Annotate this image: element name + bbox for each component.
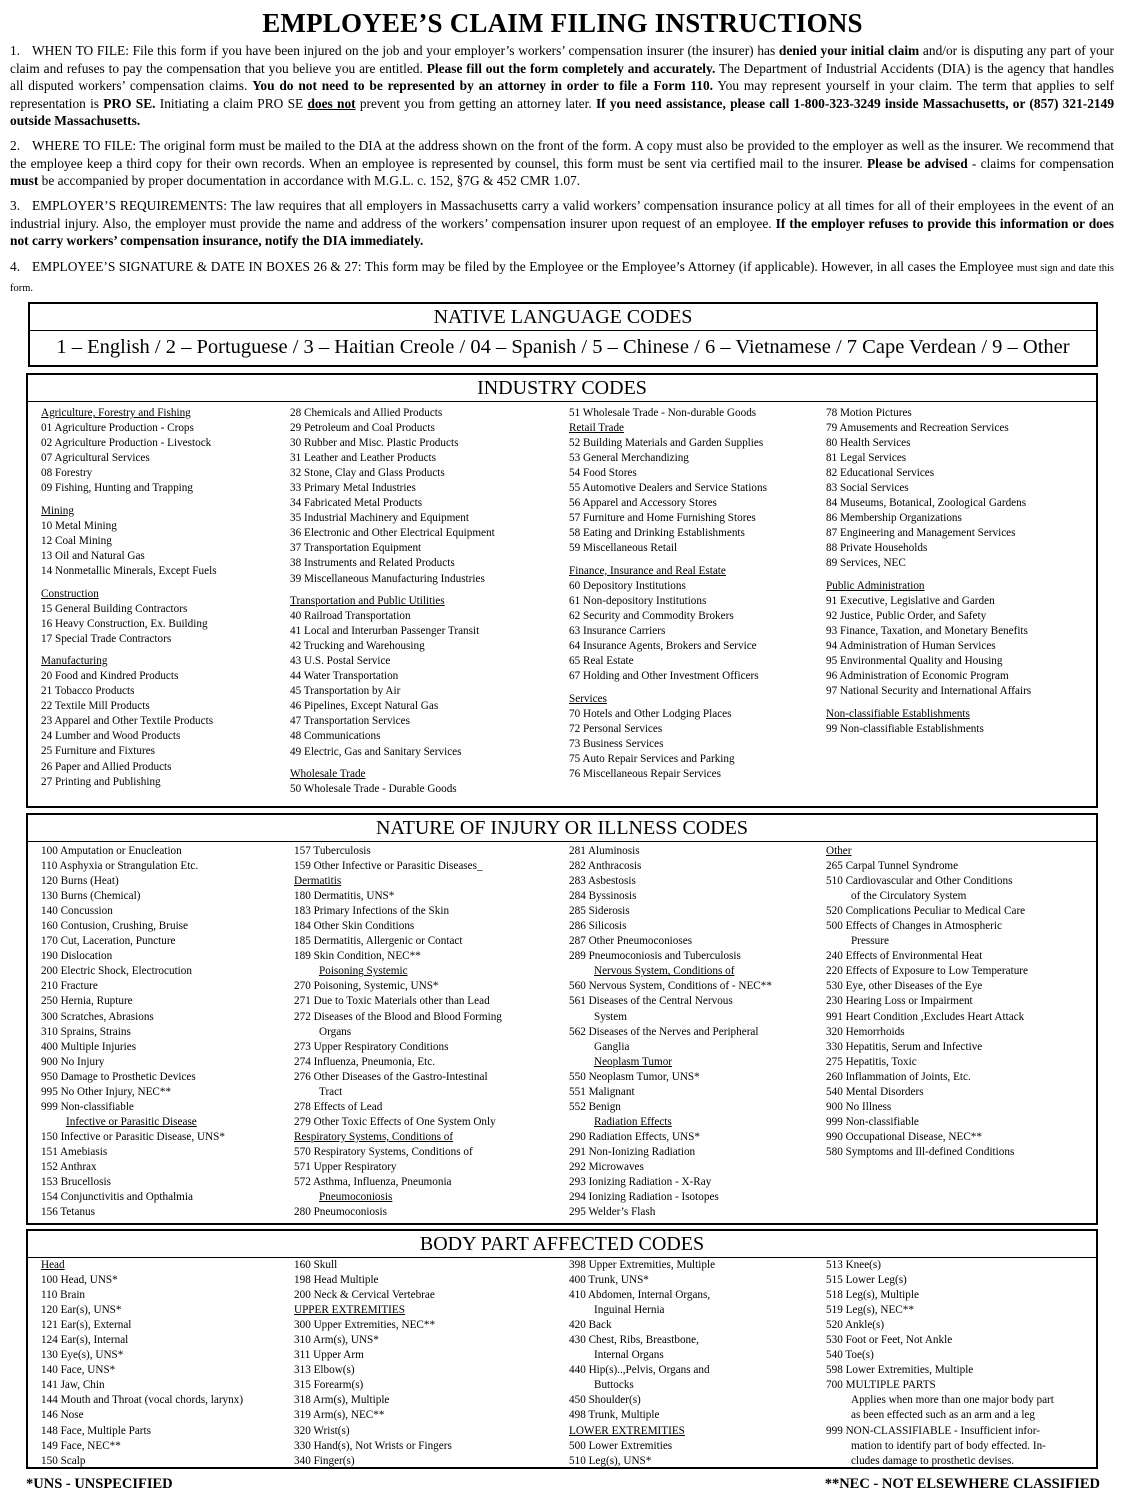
code-entry: 400 Multiple Injuries xyxy=(41,1040,137,1053)
code-entry: 140 Concussion xyxy=(41,905,113,918)
code-continuation: Inguinal Hernia xyxy=(594,1304,665,1317)
code-entry: 190 Dislocation xyxy=(41,950,113,963)
code-entry: 36 Electronic and Other Electrical Equipment xyxy=(290,527,495,540)
code-entry: 279 Other Toxic Effects of One System Only xyxy=(294,1115,496,1128)
spacer xyxy=(826,699,1031,707)
injury-column-2 xyxy=(294,844,502,1220)
code-entry: 519 Leg(s), NEC** xyxy=(826,1304,914,1317)
industry-codes-box xyxy=(26,373,1098,808)
code-continuation: Buttocks xyxy=(594,1379,634,1392)
code-entry: 29 Petroleum and Coal Products xyxy=(290,422,435,435)
code-entry: 420 Back xyxy=(569,1319,612,1332)
code-continuation: Organs xyxy=(319,1025,352,1038)
code-entry: 270 Poisoning, Systemic, UNS* xyxy=(294,980,439,993)
code-entry: 87 Engineering and Management Services xyxy=(826,527,1016,540)
code-entry: 32 Stone, Clay and Glass Products xyxy=(290,467,445,480)
code-entry: 61 Non-depository Institutions xyxy=(569,595,707,608)
code-entry: 24 Lumber and Wood Products xyxy=(41,730,181,743)
code-entry: 320 Hemorrhoids xyxy=(826,1025,905,1038)
code-entry: 21 Tobacco Products xyxy=(41,685,135,698)
code-entry: 275 Hepatitis, Toxic xyxy=(826,1055,917,1068)
code-entry: 01 Agriculture Production - Crops xyxy=(41,422,194,435)
code-entry: 25 Furniture and Fixtures xyxy=(41,745,156,758)
code-entry: 44 Water Transportation xyxy=(290,670,399,683)
code-entry: 10 Metal Mining xyxy=(41,519,117,532)
code-entry: 08 Forestry xyxy=(41,467,93,480)
code-entry: 518 Leg(s), Multiple xyxy=(826,1289,919,1302)
code-entry: 149 Face, NEC** xyxy=(41,1439,121,1452)
code-entry: 31 Leather and Leather Products xyxy=(290,452,437,465)
native-language-header: NATIVE LANGUAGE CODES xyxy=(30,304,1096,331)
code-entry: 49 Electric, Gas and Sanitary Services xyxy=(290,745,462,758)
code-entry: 110 Asphyxia or Strangulation Etc. xyxy=(41,860,199,873)
code-entry: 500 Lower Extremities xyxy=(569,1439,673,1452)
code-entry: 152 Anthrax xyxy=(41,1160,97,1173)
code-entry: 184 Other Skin Conditions xyxy=(294,920,415,933)
code-entry: 48 Communications xyxy=(290,730,381,743)
code-entry: 273 Upper Respiratory Conditions xyxy=(294,1040,449,1053)
code-entry: 293 Ionizing Radiation - X-Ray xyxy=(569,1176,712,1189)
code-entry: 38 Instruments and Related Products xyxy=(290,557,455,570)
code-entry: 999 NON-CLASSIFIABLE - Insufficient infor- xyxy=(826,1424,1040,1437)
code-continuation: mation to identify part of body effected. In- xyxy=(851,1439,1046,1452)
section-heading: Pneumoconiosis xyxy=(319,1191,393,1204)
code-entry: 97 National Security and International Affairs xyxy=(826,685,1032,698)
code-entry: 340 Finger(s) xyxy=(294,1454,355,1467)
code-entry: 160 Contusion, Crushing, Bruise xyxy=(41,920,188,933)
code-entry: 562 Diseases of the Nerves and Peripheral xyxy=(569,1025,759,1038)
code-entry: 285 Siderosis xyxy=(569,905,630,918)
code-entry: 17 Special Trade Contractors xyxy=(41,632,172,645)
code-entry: 92 Justice, Public Order, and Safety xyxy=(826,610,987,623)
code-entry: 110 Brain xyxy=(41,1289,86,1302)
instruction-2: 2. WHERE TO FILE: The original form must be mailed to the DIA at the address shown on the front of the form. A copy must also be provided to the employer as well as the insurer. We recommend that the employee keep a third copy for their own records. When an employee is represented by counsel, this form must be sent via certified mail to the insurer. Please be advised - claims for compensation must be accompanied by proper documentation in accordance with M.G.L. c. 152, §7G & 452 CMR 1.07. xyxy=(10,138,1114,189)
spacer xyxy=(290,760,495,768)
code-entry: 33 Primary Metal Industries xyxy=(290,482,416,495)
injury-codes-box xyxy=(26,813,1098,1225)
code-continuation: as been effected such as an arm and a leg xyxy=(851,1409,1035,1422)
code-entry: 291 Non-Ionizing Radiation xyxy=(569,1145,696,1158)
code-entry: 100 Head, UNS* xyxy=(41,1274,118,1287)
page-title: EMPLOYEE’S CLAIM FILING INSTRUCTIONS xyxy=(262,8,863,38)
code-entry: 59 Miscellaneous Retail xyxy=(569,542,678,555)
code-entry: 200 Neck & Cervical Vertebrae xyxy=(294,1289,435,1302)
code-entry: 320 Wrist(s) xyxy=(294,1424,350,1437)
section-heading: Respiratory Systems, Conditions of xyxy=(294,1130,454,1143)
code-entry: 520 Complications Peculiar to Medical Care xyxy=(826,905,1026,918)
code-entry: 26 Paper and Allied Products xyxy=(41,760,172,773)
code-entry: 153 Brucellosis xyxy=(41,1176,111,1189)
section-heading: Poisoning Systemic xyxy=(319,965,408,978)
code-entry: 79 Amusements and Recreation Services xyxy=(826,422,1009,435)
code-entry: 330 Hand(s), Not Wrists or Fingers xyxy=(294,1439,452,1452)
code-entry: 276 Other Diseases of the Gastro-Intestinal xyxy=(294,1070,488,1083)
spacer xyxy=(826,572,1031,580)
section-heading: Infective or Parasitic Disease xyxy=(66,1115,197,1128)
code-entry: 900 No Illness xyxy=(826,1100,892,1113)
code-entry: 76 Miscellaneous Repair Services xyxy=(569,768,721,781)
body-part-column-1 xyxy=(41,1258,243,1469)
code-entry: 160 Skull xyxy=(294,1259,338,1271)
instruction-4-text: EMPLOYEE’S SIGNATURE & DATE IN BOXES 26 & 27: This form may be filed by the Employee or the Employee’s Attorney (if applicable). However, in all cases the Employee must sign and date this form. xyxy=(10,259,1114,294)
code-entry: 995 No Other Injury, NEC** xyxy=(41,1085,172,1098)
code-entry: 310 Sprains, Strains xyxy=(41,1025,131,1038)
code-entry: 67 Holding and Other Investment Officers xyxy=(569,670,759,683)
code-entry: 551 Malignant xyxy=(569,1085,635,1098)
body-part-column-3 xyxy=(569,1258,715,1469)
code-entry: 271 Due to Toxic Materials other than Lead xyxy=(294,995,490,1008)
code-entry: 144 Mouth and Throat (vocal chords, larynx) xyxy=(41,1394,244,1407)
code-entry: 410 Abdomen, Internal Organs, xyxy=(569,1289,711,1302)
body-part-codes-box xyxy=(26,1229,1098,1469)
code-entry: 141 Jaw, Chin xyxy=(41,1379,105,1392)
section-heading: Radiation Effects xyxy=(594,1115,672,1128)
code-entry: 230 Hearing Loss or Impairment xyxy=(826,995,973,1008)
industry-codes-header: INDUSTRY CODES xyxy=(28,375,1096,402)
industry-column-2 xyxy=(290,406,495,797)
code-continuation: of the Circulatory System xyxy=(851,890,967,903)
code-entry: 07 Agricultural Services xyxy=(41,452,150,465)
code-entry: 151 Amebiasis xyxy=(41,1145,108,1158)
section-heading: Agriculture, Forestry and Fishing xyxy=(41,407,191,419)
code-continuation: Pressure xyxy=(851,935,889,948)
code-entry: 700 MULTIPLE PARTS xyxy=(826,1379,936,1392)
code-entry: 83 Social Services xyxy=(826,482,909,495)
spacer xyxy=(41,579,217,587)
code-entry: 319 Arm(s), NEC** xyxy=(294,1409,385,1422)
code-entry: 73 Business Services xyxy=(569,737,664,750)
section-heading: LOWER EXTREMITIES xyxy=(569,1424,685,1437)
code-entry: 156 Tetanus xyxy=(41,1206,96,1219)
code-entry: 498 Trunk, Multiple xyxy=(569,1409,660,1422)
code-entry: 150 Infective or Parasitic Disease, UNS* xyxy=(41,1130,225,1143)
code-entry: 315 Forearm(s) xyxy=(294,1379,364,1392)
code-entry: 292 Microwaves xyxy=(569,1160,644,1173)
code-entry: 35 Industrial Machinery and Equipment xyxy=(290,512,469,525)
code-entry: 510 Cardiovascular and Other Conditions xyxy=(826,875,1013,888)
code-entry: 220 Effects of Exposure to Low Temperature xyxy=(826,965,1028,978)
section-heading: Dermatitis xyxy=(294,875,342,888)
code-entry: 148 Face, Multiple Parts xyxy=(41,1424,151,1437)
code-entry: 210 Fracture xyxy=(41,980,98,993)
code-entry: 81 Legal Services xyxy=(826,452,907,465)
section-heading: Services xyxy=(569,692,607,705)
code-entry: 124 Ear(s), Internal xyxy=(41,1334,129,1347)
code-entry: 280 Pneumoconiosis xyxy=(294,1206,387,1219)
code-entry: 100 Amputation or Enucleation xyxy=(41,845,182,857)
code-entry: 130 Eye(s), UNS* xyxy=(41,1349,124,1362)
code-entry: 180 Dermatitis, UNS* xyxy=(294,890,395,903)
code-entry: 154 Conjunctivitis and Opthalmia xyxy=(41,1191,193,1204)
code-entry: 286 Silicosis xyxy=(569,920,627,933)
code-entry: 15 General Building Contractors xyxy=(41,602,188,615)
native-language-box xyxy=(28,302,1098,367)
spacer xyxy=(569,556,767,564)
code-entry: 56 Apparel and Accessory Stores xyxy=(569,497,717,510)
code-entry: 30 Rubber and Misc. Plastic Products xyxy=(290,437,459,450)
code-entry: 54 Food Stores xyxy=(569,467,637,480)
spacer xyxy=(569,684,767,692)
code-entry: 300 Upper Extremities, NEC** xyxy=(294,1319,436,1332)
code-entry: 991 Heart Condition ,Excludes Heart Attack xyxy=(826,1010,1025,1023)
code-entry: 300 Scratches, Abrasions xyxy=(41,1010,154,1023)
code-entry: 45 Transportation by Air xyxy=(290,685,401,698)
injury-column-1 xyxy=(41,844,225,1220)
code-entry: 550 Neoplasm Tumor, UNS* xyxy=(569,1070,700,1083)
code-entry: 282 Anthracosis xyxy=(569,860,642,873)
code-entry: 265 Carpal Tunnel Syndrome xyxy=(826,860,959,873)
injury-codes-header: NATURE OF INJURY OR ILLNESS CODES xyxy=(28,815,1096,842)
footer-nec-note: **NEC - NOT ELSEWHERE CLASSIFIED xyxy=(824,1476,1100,1492)
code-continuation: Internal Organs xyxy=(594,1349,664,1362)
spacer xyxy=(290,587,495,595)
industry-column-4 xyxy=(826,406,1031,737)
code-entry: 60 Depository Institutions xyxy=(569,580,686,593)
section-heading: Manufacturing xyxy=(41,655,108,668)
section-heading: Non-classifiable Establishments xyxy=(826,707,970,720)
code-entry: 294 Ionizing Radiation - Isotopes xyxy=(569,1191,719,1204)
code-entry: 53 General Merchandizing xyxy=(569,452,689,465)
code-entry: 42 Trucking and Warehousing xyxy=(290,640,425,653)
section-heading: Head xyxy=(41,1259,65,1271)
code-entry: 287 Other Pneumoconioses xyxy=(569,935,693,948)
code-entry: 13 Oil and Natural Gas xyxy=(41,549,145,562)
section-heading: Wholesale Trade xyxy=(290,768,366,781)
industry-column-3 xyxy=(569,406,767,782)
code-entry: 295 Welder’s Flash xyxy=(569,1206,656,1219)
code-entry: 240 Effects of Environmental Heat xyxy=(826,950,983,963)
code-entry: 540 Toe(s) xyxy=(826,1349,874,1362)
code-entry: 88 Private Households xyxy=(826,542,928,555)
code-entry: 91 Executive, Legislative and Garden xyxy=(826,595,995,608)
code-entry: 64 Insurance Agents, Brokers and Service xyxy=(569,640,757,653)
code-entry: 283 Asbestosis xyxy=(569,875,636,888)
code-entry: 560 Nervous System, Conditions of - NEC** xyxy=(569,980,772,993)
instruction-2-text: WHERE TO FILE: The original form must be mailed to the DIA at the address shown on the front of the form. A copy must also be provided to the employer as well as the insurer. We recommend that the employee keep a third copy for their own records. When an employee is represented by counsel, this form must be sent via certified mail to the insurer. Please be advised - claims for compensation must be accompanied by proper documentation in accordance with M.G.L. c. 152, §7G & 452 CMR 1.07. xyxy=(10,138,1114,189)
code-entry: 398 Upper Extremities, Multiple xyxy=(569,1259,716,1271)
code-entry: 500 Effects of Changes in Atmospheric xyxy=(826,920,1002,933)
code-entry: 200 Electric Shock, Electrocution xyxy=(41,965,192,978)
section-heading: Finance, Insurance and Real Estate xyxy=(569,564,726,577)
code-entry: 157 Tuberculosis xyxy=(294,845,371,857)
code-entry: 146 Nose xyxy=(41,1409,84,1422)
code-entry: 99 Non-classifiable Establishments xyxy=(826,722,984,735)
code-entry: 63 Insurance Carriers xyxy=(569,625,666,638)
instruction-1-text: WHEN TO FILE: File this form if you have been injured on the job and your employer’s workers’ compensation insurer (the insurer) has denied your initial claim and/or is disputing any part of your claim and refuses to pay the compensation that you believe you are entitled. Please fill out the form completely and accurately. The Department of Industrial Accidents (DIA) is the agency that handles all disputed workers’ compensation claims. You do not need to be represented by an attorney in order to file a Form 110. You may represent yourself in your claim. The term that applies to self representation is PRO SE. Initiating a claim PRO SE does not prevent you from getting an attorney later. If you need assistance, please call 1-800-323-3249 inside Massachusetts, or (857) 321-2149 outside Massachusetts. xyxy=(10,43,1115,129)
code-entry: 130 Burns (Chemical) xyxy=(41,890,141,903)
code-entry: 530 Eye, other Diseases of the Eye xyxy=(826,980,983,993)
section-heading: Neoplasm Tumor xyxy=(594,1055,673,1068)
code-entry: 552 Benign xyxy=(569,1100,621,1113)
code-entry: 281 Aluminosis xyxy=(569,845,640,857)
code-entry: 72 Personal Services xyxy=(569,722,663,735)
code-entry: 159 Other Infective or Parasitic Diseases_ xyxy=(294,860,483,873)
code-entry: 27 Printing and Publishing xyxy=(41,775,161,788)
code-continuation: Applies when more than one major body part xyxy=(851,1394,1054,1407)
code-entry: 289 Pneumoconiosis and Tuberculosis xyxy=(569,950,741,963)
code-entry: 284 Byssinosis xyxy=(569,890,637,903)
code-entry: 50 Wholesale Trade - Durable Goods xyxy=(290,783,457,796)
code-entry: 513 Knee(s) xyxy=(826,1259,881,1271)
code-entry: 14 Nonmetallic Minerals, Except Fuels xyxy=(41,564,217,577)
spacer xyxy=(41,496,217,504)
code-entry: 89 Services, NEC xyxy=(826,557,906,570)
native-language-codes: 1 – English / 2 – Portuguese / 3 – Haitian Creole / 04 – Spanish / 5 – Chinese / 6 – Vietnamese / 7 Cape Verdean / 9 – Other xyxy=(56,336,1070,358)
section-heading: Mining xyxy=(41,504,74,517)
section-heading: Retail Trade xyxy=(569,422,625,435)
instruction-3: 3. EMPLOYER’S REQUIREMENTS: The law requires that all employers in Massachusetts carry a valid workers’ compensation insurance policy at all times for all of their employees in the event of an industrial injury. Also, the employer must provide the name and address of the workers’ compensation insurer upon request of an employee. If the employer refuses to provide this information or does not carry workers’ compensation insurance, notify the DIA immediately. xyxy=(10,198,1114,249)
code-continuation: Tract xyxy=(319,1085,343,1098)
code-entry: 440 Hip(s)..,Pelvis, Organs and xyxy=(569,1364,710,1377)
code-entry: 02 Agriculture Production - Livestock xyxy=(41,437,212,450)
code-entry: 520 Ankle(s) xyxy=(826,1319,885,1332)
code-entry: 86 Membership Organizations xyxy=(826,512,962,525)
code-entry: 84 Museums, Botanical, Zoological Gardens xyxy=(826,497,1027,510)
code-entry: 96 Administration of Economic Program xyxy=(826,670,1009,683)
code-entry: 65 Real Estate xyxy=(569,655,634,668)
code-entry: 94 Administration of Human Services xyxy=(826,640,996,653)
code-entry: 57 Furniture and Home Furnishing Stores xyxy=(569,512,756,525)
code-entry: 52 Building Materials and Garden Supplies xyxy=(569,437,764,450)
code-entry: 47 Transportation Services xyxy=(290,715,410,728)
section-heading: UPPER EXTREMITIES xyxy=(294,1304,405,1317)
code-entry: 78 Motion Pictures xyxy=(826,407,912,419)
code-entry: 278 Effects of Lead xyxy=(294,1100,383,1113)
code-entry: 170 Cut, Laceration, Puncture xyxy=(41,935,176,948)
section-heading: Other xyxy=(826,845,852,857)
section-heading: Construction xyxy=(41,587,99,600)
code-entry: 400 Trunk, UNS* xyxy=(569,1274,649,1287)
body-part-codes-header: BODY PART AFFECTED CODES xyxy=(28,1231,1096,1258)
code-entry: 51 Wholesale Trade - Non-durable Goods xyxy=(569,407,757,419)
code-entry: 82 Educational Services xyxy=(826,467,935,480)
section-heading: Transportation and Public Utilities xyxy=(290,595,445,608)
code-entry: 198 Head Multiple xyxy=(294,1274,379,1287)
code-entry: 571 Upper Respiratory xyxy=(294,1160,397,1173)
code-entry: 12 Coal Mining xyxy=(41,534,112,547)
code-entry: 46 Pipelines, Except Natural Gas xyxy=(290,700,439,713)
injury-column-3 xyxy=(569,844,772,1220)
code-entry: 189 Skin Condition, NEC** xyxy=(294,950,421,963)
instruction-1: 1. WHEN TO FILE: File this form if you have been injured on the job and your employer’s workers’ compensation insurer (the insurer) has denied your initial claim and/or is disputing any part of your claim and refuses to pay the compensation that you believe you are entitled. Please fill out the form completely and accurately. The Department of Industrial Accidents (DIA) is the agency that handles all disputed workers’ compensation claims. You do not need to be represented by an attorney in order to file a Form 110. You may represent yourself in your claim. The term that applies to self representation is PRO SE. Initiating a claim PRO SE does not prevent you from getting an attorney later. If you need assistance, please call 1-800-323-3249 inside Massachusetts, or (857) 321-2149 outside Massachusetts. xyxy=(10,43,1115,129)
code-entry: 23 Apparel and Other Textile Products xyxy=(41,715,214,728)
body-part-column-2 xyxy=(294,1258,452,1469)
spacer xyxy=(41,647,217,655)
code-entry: 70 Hotels and Other Lodging Places xyxy=(569,707,732,720)
code-entry: 580 Symptoms and Ill-defined Conditions xyxy=(826,1145,1015,1158)
code-entry: 313 Elbow(s) xyxy=(294,1364,355,1377)
code-continuation: cludes damage to prosthetic devises. xyxy=(851,1454,1015,1467)
code-entry: 58 Eating and Drinking Establishments xyxy=(569,527,745,540)
code-entry: 140 Face, UNS* xyxy=(41,1364,116,1377)
code-entry: 999 Non-classifiable xyxy=(41,1100,134,1113)
code-entry: 990 Occupational Disease, NEC** xyxy=(826,1130,982,1143)
code-entry: 55 Automotive Dealers and Service Stations xyxy=(569,482,767,495)
injury-column-4 xyxy=(826,844,1028,1160)
code-entry: 540 Mental Disorders xyxy=(826,1085,924,1098)
code-entry: 330 Hepatitis, Serum and Infective xyxy=(826,1040,983,1053)
code-entry: 274 Influenza, Pneumonia, Etc. xyxy=(294,1055,436,1068)
code-entry: 318 Arm(s), Multiple xyxy=(294,1394,390,1407)
industry-column-1 xyxy=(41,406,217,790)
code-entry: 40 Railroad Transportation xyxy=(290,610,411,623)
code-entry: 09 Fishing, Hunting and Trapping xyxy=(41,482,193,495)
code-continuation: System xyxy=(594,1010,627,1023)
code-entry: 185 Dermatitis, Allergenic or Contact xyxy=(294,935,463,948)
code-entry: 34 Fabricated Metal Products xyxy=(290,497,423,510)
code-entry: 28 Chemicals and Allied Products xyxy=(290,407,443,419)
code-entry: 37 Transportation Equipment xyxy=(290,542,422,555)
code-entry: 290 Radiation Effects, UNS* xyxy=(569,1130,700,1143)
code-entry: 450 Shoulder(s) xyxy=(569,1394,641,1407)
code-entry: 121 Ear(s), External xyxy=(41,1319,132,1332)
code-entry: 95 Environmental Quality and Housing xyxy=(826,655,1003,668)
code-entry: 900 No Injury xyxy=(41,1055,105,1068)
code-entry: 572 Asthma, Influenza, Pneumonia xyxy=(294,1176,452,1189)
footer-uns-note: *UNS - UNSPECIFIED xyxy=(26,1476,173,1492)
code-entry: 260 Inflammation of Joints, Etc. xyxy=(826,1070,971,1083)
code-continuation: Ganglia xyxy=(594,1040,630,1053)
code-entry: 530 Foot or Feet, Not Ankle xyxy=(826,1334,953,1347)
code-entry: 20 Food and Kindred Products xyxy=(41,670,179,683)
code-entry: 310 Arm(s), UNS* xyxy=(294,1334,379,1347)
section-heading: Nervous System, Conditions of xyxy=(594,965,735,978)
code-entry: 120 Ear(s), UNS* xyxy=(41,1304,122,1317)
code-entry: 250 Hernia, Rupture xyxy=(41,995,133,1008)
body-part-column-4 xyxy=(826,1258,1054,1469)
code-entry: 93 Finance, Taxation, and Monetary Benefits xyxy=(826,625,1028,638)
code-entry: 62 Security and Commodity Brokers xyxy=(569,610,734,623)
section-heading: Public Administration xyxy=(826,580,925,593)
code-entry: 120 Burns (Heat) xyxy=(41,875,119,888)
code-entry: 43 U.S. Postal Service xyxy=(290,655,391,668)
code-entry: 75 Auto Repair Services and Parking xyxy=(569,753,735,766)
code-entry: 515 Lower Leg(s) xyxy=(826,1274,907,1287)
code-entry: 510 Leg(s), UNS* xyxy=(569,1454,652,1467)
code-entry: 999 Non-classifiable xyxy=(826,1115,919,1128)
code-entry: 41 Local and Interurban Passenger Transit xyxy=(290,625,480,638)
code-entry: 150 Scalp xyxy=(41,1454,86,1467)
code-entry: 272 Diseases of the Blood and Blood Forming xyxy=(294,1010,502,1023)
code-entry: 598 Lower Extremities, Multiple xyxy=(826,1364,974,1377)
code-entry: 561 Diseases of the Central Nervous xyxy=(569,995,733,1008)
code-entry: 570 Respiratory Systems, Conditions of xyxy=(294,1145,473,1158)
code-entry: 22 Textile Mill Products xyxy=(41,700,150,713)
code-entry: 16 Heavy Construction, Ex. Building xyxy=(41,617,208,630)
code-entry: 950 Damage to Prosthetic Devices xyxy=(41,1070,196,1083)
code-entry: 39 Miscellaneous Manufacturing Industries xyxy=(290,572,485,585)
instruction-3-text: EMPLOYER’S REQUIREMENTS: The law requires that all employers in Massachusetts carry a valid workers’ compensation insurance policy at all times for all of their employees in the event of an industrial injury. Also, the employer must provide the name and address of the workers’ compensation insurer upon request of an employee. If the employer refuses to provide this information or does not carry workers’ compensation insurance, notify the DIA immediately. xyxy=(10,198,1114,249)
instruction-4: 4. EMPLOYEE’S SIGNATURE & DATE IN BOXES 26 & 27: This form may be filed by the Employee or the Employee’s Attorney (if applicable). However, in all cases the Employee must sign and date this form. xyxy=(10,259,1114,294)
code-entry: 430 Chest, Ribs, Breastbone, xyxy=(569,1334,699,1347)
code-entry: 183 Primary Infections of the Skin xyxy=(294,905,450,918)
code-entry: 311 Upper Arm xyxy=(294,1349,364,1362)
code-entry: 80 Health Services xyxy=(826,437,911,450)
